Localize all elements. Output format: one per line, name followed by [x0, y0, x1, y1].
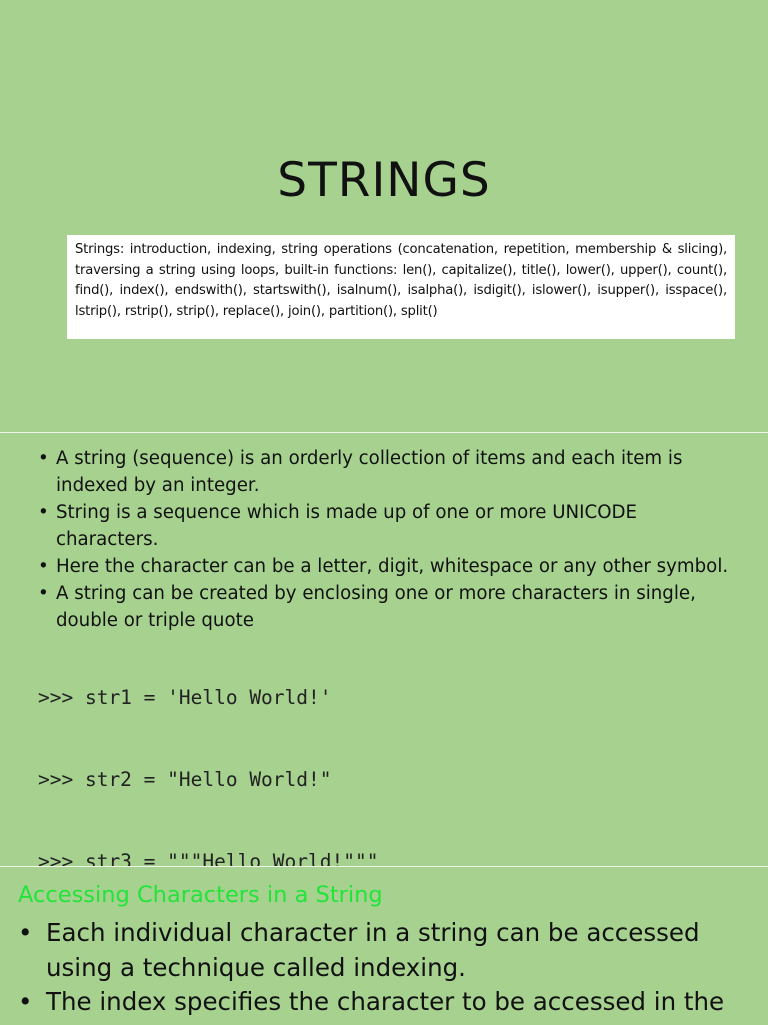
bullet-item: • Each individual character in a string can be accessed using a technique called indexing.	[18, 915, 758, 985]
section-heading: Accessing Characters in a String	[18, 882, 383, 908]
intro-bullet-list	[38, 445, 738, 634]
bullet-item: • A string can be created by enclosing one or more characters in single, double or triple quote	[38, 580, 738, 634]
bullet-item: • Here the character can be a letter, digit, whitespace or any other symbol.	[38, 553, 738, 580]
bullet-item: • The index specifies the character to be accessed in the	[18, 984, 758, 1019]
syllabus-text: Strings: introduction, indexing, string operations (concatenation, repetition, membership & slicing), traversing a string using loops, built-in functions: len(), capitalize(), title(), lower(), upper(), count(), find(), index(), endswith(), startswith(), isalnum(), isalpha(), isdigit(), islower(), isupper(), isspace(), lstrip(), rstrip(), strip(), replace(), join(), partition(), split()	[75, 242, 727, 319]
code-line: >>> str1 = 'Hello World!'	[38, 686, 332, 710]
slide-accessing-characters	[0, 866, 768, 1025]
bullet-item: • String is a sequence which is made up of one or more UNICODE characters.	[38, 499, 738, 553]
code-example	[38, 630, 425, 867]
slide-string-intro	[0, 432, 768, 867]
accessing-bullet-list	[18, 915, 758, 1019]
code-line: >>> str3 = """Hello World!"""	[38, 849, 379, 867]
slide-strings-title	[0, 0, 768, 432]
slide-title: STRINGS	[277, 153, 491, 208]
code-line: >>> str2 = "Hello World!"	[38, 768, 332, 792]
syllabus-box	[67, 235, 735, 339]
bullet-item: • A string (sequence) is an orderly collection of items and each item is indexed by an integer.	[38, 445, 738, 499]
